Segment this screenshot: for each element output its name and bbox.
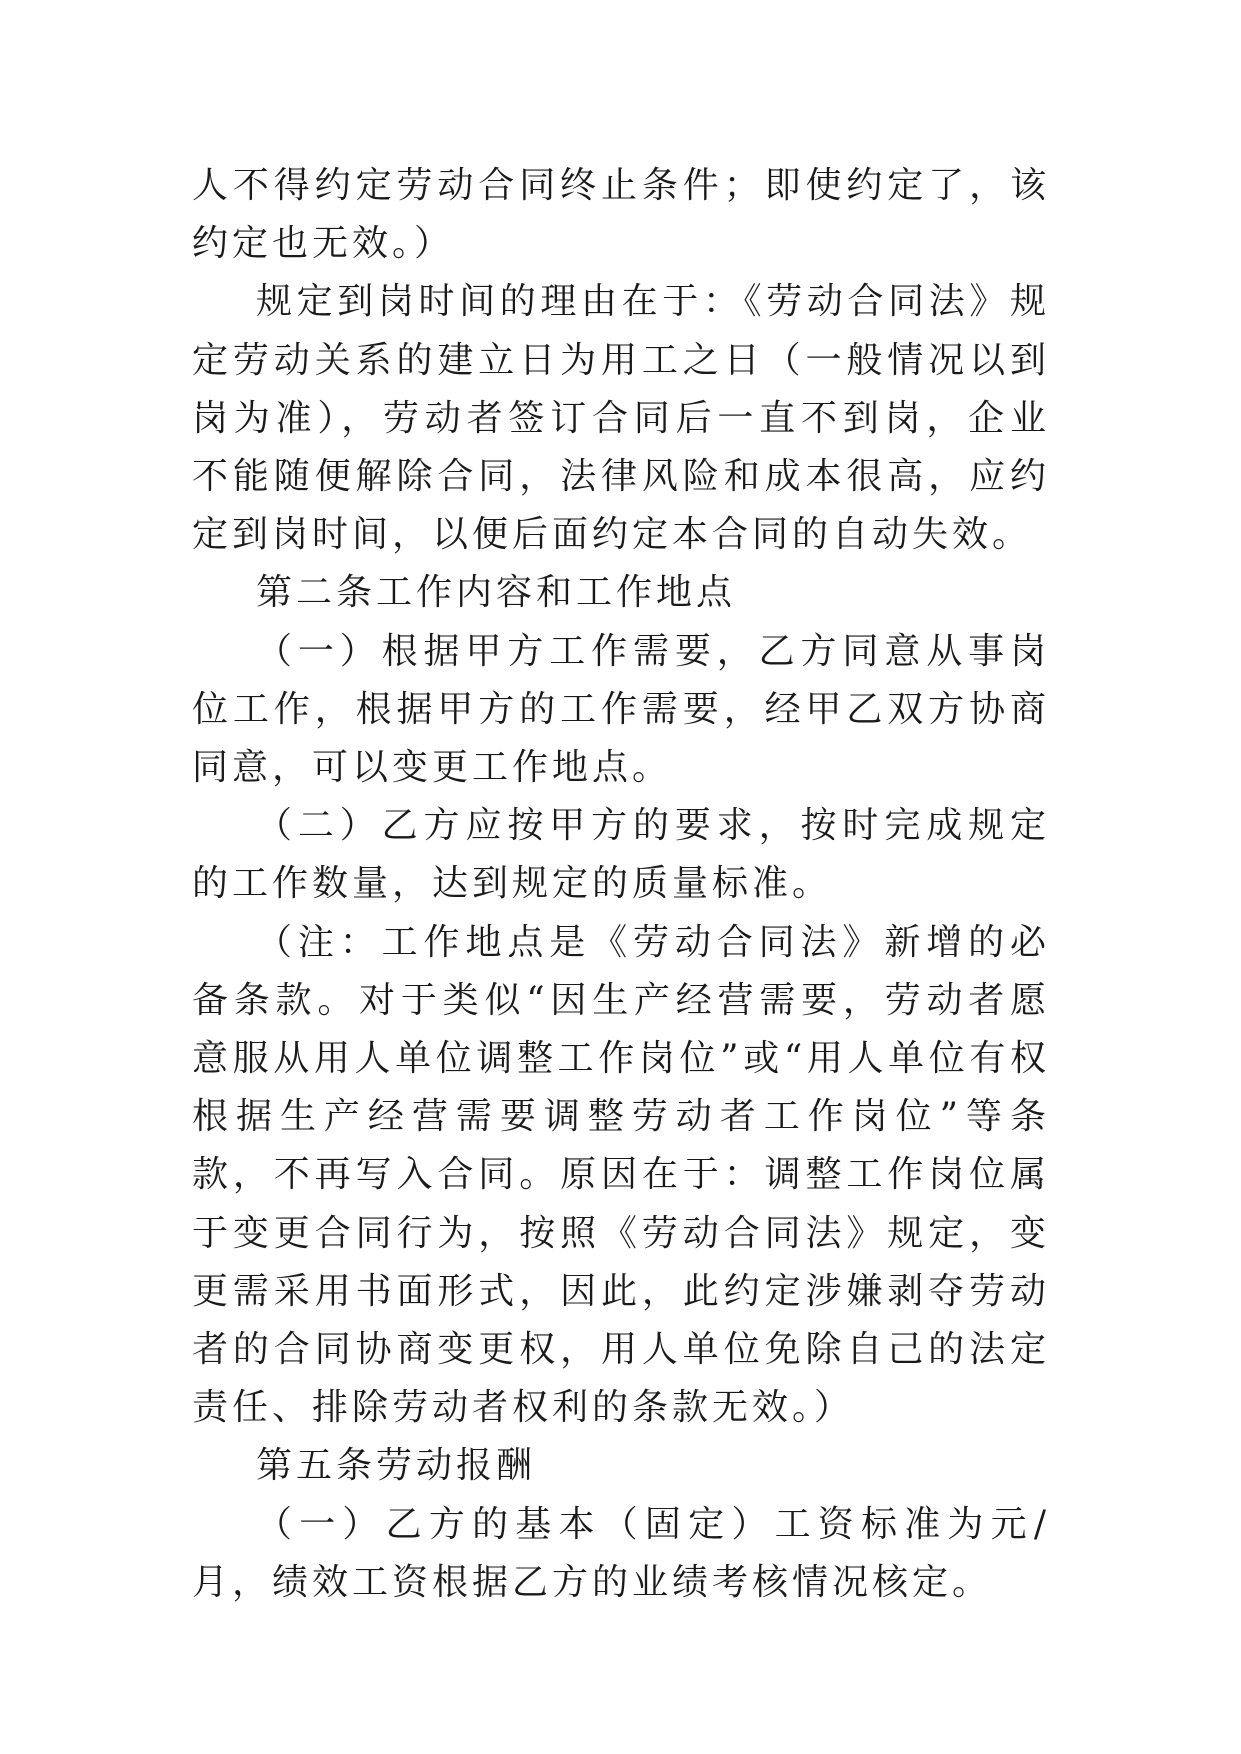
article-2-clause-1: （一）根据甲方工作需要，乙方同意从事岗位工作，根据甲方的工作需要，经甲乙双方协商同意，可以变更工作地点。	[192, 630, 1050, 789]
paragraph-arrival-time-reason: 规定到岗时间的理由在于：《劳动合同法》规定劳动关系的建立日为用工之日（一般情况以到岗为准），劳动者签订合同后一直不到岗，企业不能随便解除合同，法律风险和成本很高，应约定到岗时间，以便后面约定本合同的自动失效。	[192, 281, 1050, 556]
article-2-heading: 第二条工作内容和工作地点	[256, 572, 737, 614]
work-location-note: （注：工作地点是《劳动合同法》新增的必备条款。对于类似“因生产经营需要，劳动者愿意服从用人单位调整工作岗位”或“用人单位有权根据生产经营需要调整劳动者工作岗位”等条款，不再写入合同。原因在于：调整工作岗位属于变更合同行为，按照《劳动合同法》规定，变更需采用书面形式，因此，此约定涉嫌剥夺劳动者的合同协商变更权，用人单位免除自己的法定责任、排除劳动者权利的条款无效。）	[192, 921, 1050, 1429]
document-body	[192, 157, 1050, 1612]
paragraph-termination-note: 人不得约定劳动合同终止条件；即使约定了，该约定也无效。）	[192, 165, 1050, 265]
article-2-clause-2: （二）乙方应按甲方的要求，按时完成规定的工作数量，达到规定的质量标准。	[192, 805, 1050, 905]
article-5-clause-1: （一）乙方的基本（固定）工资标准为元/月，绩效工资根据乙方的业绩考核情况核定。	[192, 1503, 1050, 1603]
article-5-heading: 第五条劳动报酬	[256, 1445, 537, 1487]
